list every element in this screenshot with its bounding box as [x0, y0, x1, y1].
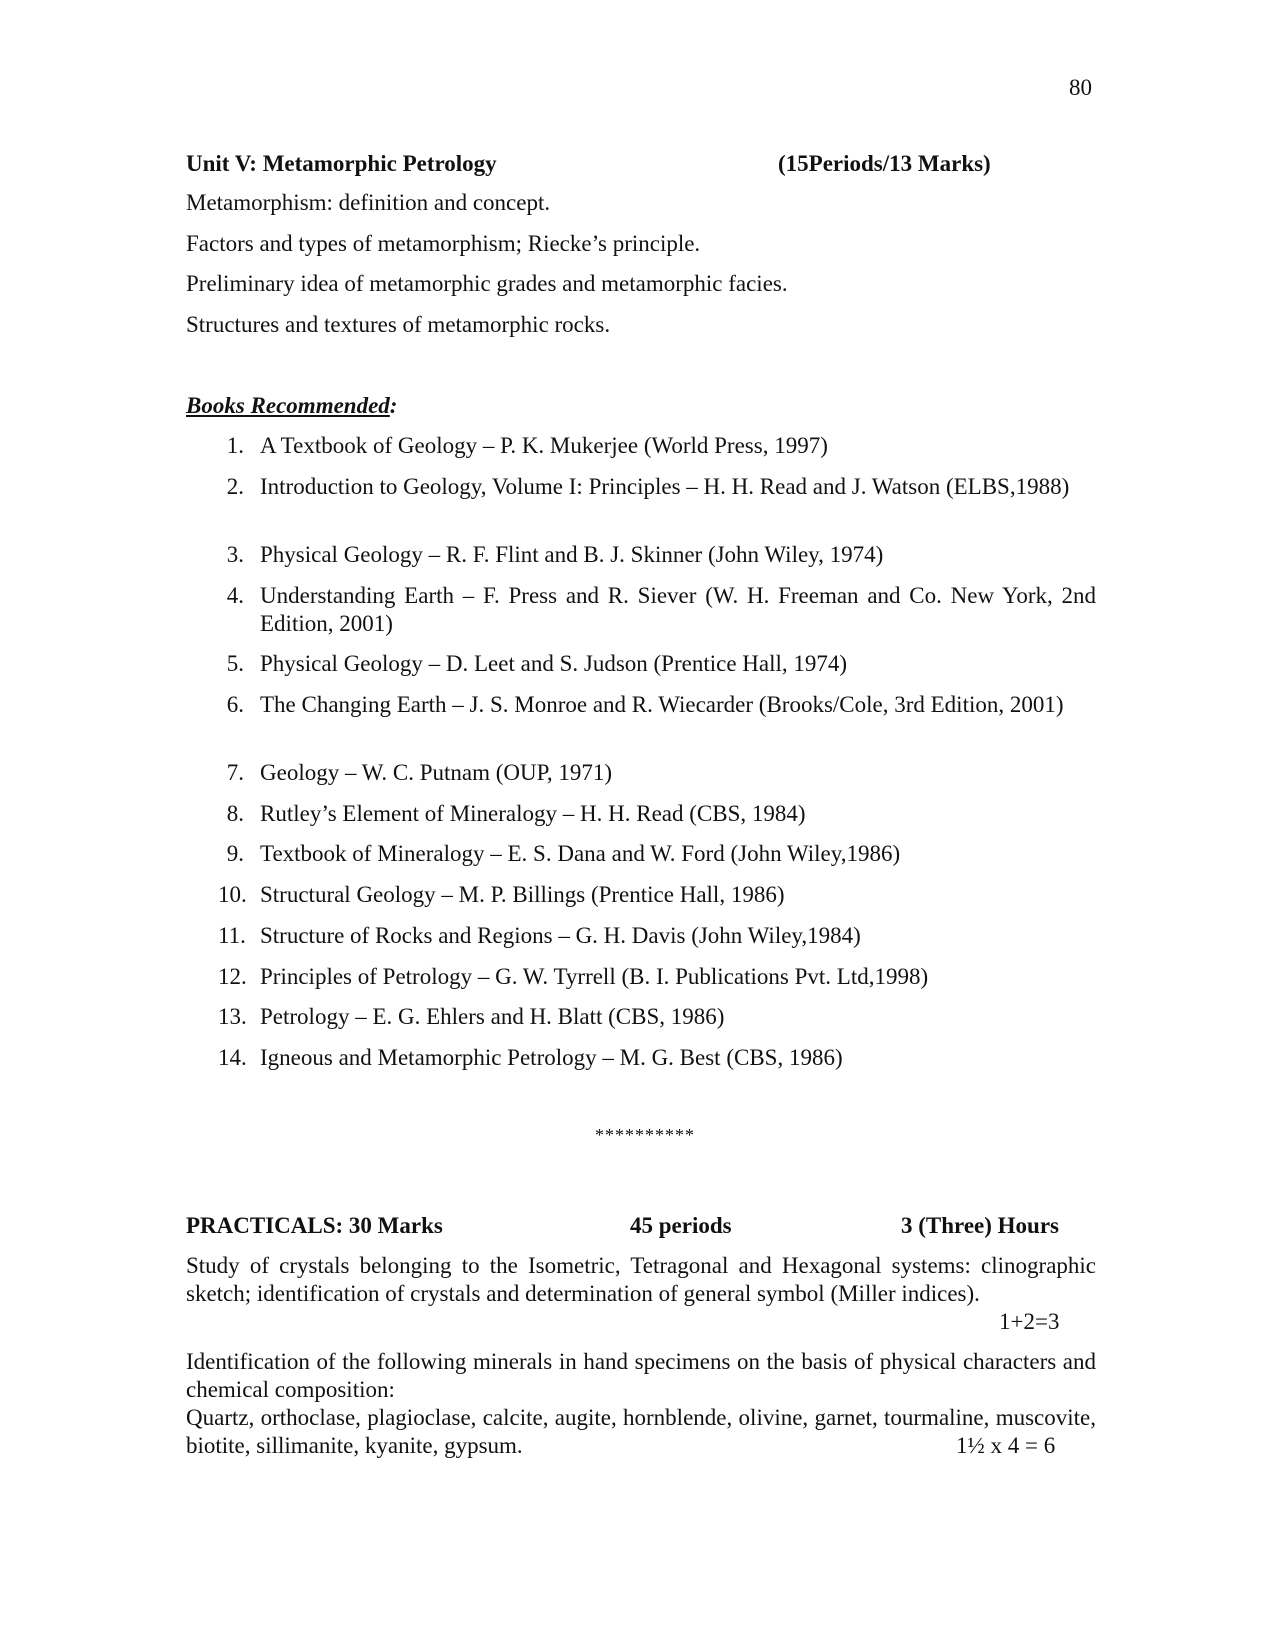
list-item: 6. The Changing Earth – J. S. Monroe and R. Wiecarder (Brooks/Cole, 3rd Edition, 2001) [226, 692, 1064, 717]
unit-periods: (15Periods/13 Marks) [778, 151, 991, 176]
list-item: 7. Geology – W. C. Putnam (OUP, 1971) [226, 760, 613, 785]
unit-title: Unit V: Metamorphic Petrology [186, 151, 497, 176]
practicals-hours: 3 (Three) Hours [901, 1213, 1060, 1238]
practicals-marks: 1½ x 4 = 6 [956, 1433, 1056, 1458]
list-item: 1. A Textbook of Geology – P. K. Mukerjee (World Press, 1997) [226, 433, 828, 458]
practicals-paragraph: Identification of the following minerals in hand specimens on the basis of physical characters and chemical composition: [186, 1349, 1096, 1402]
list-item: 11. Structure of Rocks and Regions – G. H. Davis (John Wiley,1984) [218, 923, 861, 948]
list-item: 3. Physical Geology – R. F. Flint and B. J. Skinner (John Wiley, 1974) [226, 542, 884, 567]
unit-topic: Metamorphism: definition and concept. [186, 190, 551, 215]
separator: ********** [595, 1125, 695, 1145]
unit-topic: Preliminary idea of metamorphic grades and metamorphic facies. [186, 271, 788, 296]
list-item: 13. Petrology – E. G. Ehlers and H. Blatt (CBS, 1986) [218, 1004, 725, 1029]
unit-topic: Structures and textures of metamorphic rocks. [186, 312, 611, 337]
practicals-paragraph: Study of crystals belonging to the Isometric, Tetragonal and Hexagonal systems: clinographic sketch; identification of crystals and determination of general symbol (Miller indices). [186, 1253, 1096, 1306]
unit-topic: Factors and types of metamorphism; Riecke’s principle. [186, 231, 701, 256]
practicals-title: PRACTICALS: 30 Marks [186, 1213, 443, 1238]
list-item: 5. Physical Geology – D. Leet and S. Judson (Prentice Hall, 1974) [226, 651, 848, 676]
page-number: 80 [1069, 75, 1092, 100]
list-item: 14. Igneous and Metamorphic Petrology – M. G. Best (CBS, 1986) [218, 1045, 843, 1070]
list-item: 8. Rutley’s Element of Mineralogy – H. H. Read (CBS, 1984) [226, 801, 806, 826]
practicals-periods: 45 periods [630, 1213, 732, 1238]
list-item: 4. Understanding Earth – F. Press and R. Siever (W. H. Freeman and Co. New York, 2nd Edition, 2001) [226, 583, 1096, 636]
books-heading: Books Recommended: [186, 393, 398, 418]
list-item: 2. Introduction to Geology, Volume I: Principles – H. H. Read and J. Watson (ELBS,1988) [226, 474, 1070, 499]
list-item: 10. Structural Geology – M. P. Billings (Prentice Hall, 1986) [218, 882, 785, 907]
list-item: 12. Principles of Petrology – G. W. Tyrrell (B. I. Publications Pvt. Ltd,1998) [218, 964, 929, 989]
list-item: 9. Textbook of Mineralogy – E. S. Dana and W. Ford (John Wiley,1986) [226, 841, 901, 866]
practicals-marks: 1+2=3 [999, 1309, 1060, 1334]
practicals-paragraph: Quartz, orthoclase, plagioclase, calcite, augite, hornblende, olivine, garnet, tourmaline, muscovite, biotite, sillimanite, kyanite, gypsum. [186, 1405, 1096, 1458]
